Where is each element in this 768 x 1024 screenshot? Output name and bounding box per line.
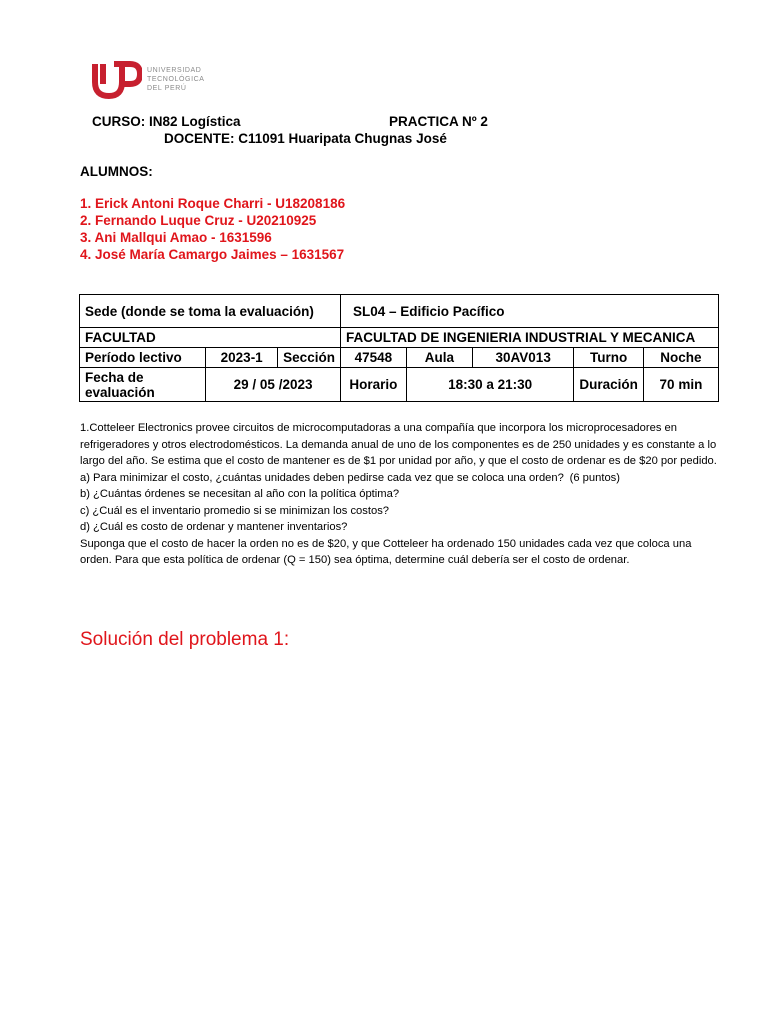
seccion-label: Sección bbox=[278, 348, 341, 368]
periodo-value: 2023-1 bbox=[206, 348, 278, 368]
sede-label: Sede (donde se toma la evaluación) bbox=[80, 295, 341, 328]
duracion-label: Duración bbox=[574, 368, 644, 402]
question-a: a) Para minimizar el costo, ¿cuántas unidades deben pedirse cada vez que se coloca una orden? bbox=[80, 471, 564, 484]
teacher-name: DOCENTE: C11091 Huaripata Chugnas José bbox=[164, 131, 447, 146]
facultad-value: FACULTAD DE INGENIERIA INDUSTRIAL Y MECANICA bbox=[340, 328, 718, 348]
solution-heading: Solución del problema 1: bbox=[80, 629, 290, 650]
exam-info-table bbox=[79, 294, 719, 402]
question-d: d) ¿Cuál es costo de ordenar y mantener inventarios? bbox=[80, 521, 348, 533]
question-b: b) ¿Cuántas órdenes se necesitan al año con la política óptima? bbox=[80, 488, 400, 500]
utp-logo bbox=[92, 60, 142, 102]
sede-value: SL04 – Edificio Pacífico bbox=[340, 295, 718, 328]
points-label: (6 puntos) bbox=[569, 471, 620, 484]
students-heading: ALUMNOS: bbox=[80, 164, 153, 179]
aula-value: 30AV013 bbox=[473, 348, 574, 368]
problem-text: 1.Cotteleer Electronics provee circuitos de microcomputadoras a una compañía que incorpora los microprocesadores en refrigeradores y otros electrodomésticos. La demanda anual de uno de los componentes es de 250 unidades y es constante a lo largo del año. Se estima que el costo de mantener es de $1 por unidad por año, y que el costo de ordenar es de $20 por pedido. (6 puntos) bbox=[80, 420, 720, 470]
logo-text: UNIVERSIDAD TECNOLÓGICA DEL PERÚ bbox=[147, 67, 205, 92]
student-item: 4. José María Camargo Jaimes – 1631567 bbox=[80, 247, 345, 262]
horario-value: 18:30 a 21:30 bbox=[406, 368, 574, 402]
turno-value: Noche bbox=[643, 348, 718, 368]
followup-question: Suponga que el costo de hacer la orden no es de $20, y que Cotteleer ha ordenado 150 unidades cada vez que coloca una orden. Para que esta política de ordenar (Q = 150) sea óptima, determine cuál debería ser el costo de ordenar. bbox=[80, 537, 692, 566]
horario-label: Horario bbox=[340, 368, 406, 402]
student-item: 2. Fernando Luque Cruz - U20210925 bbox=[80, 213, 317, 228]
periodo-label: Período lectivo bbox=[80, 348, 206, 368]
turno-label: Turno bbox=[574, 348, 644, 368]
practice-title: PRACTICA Nº 2 bbox=[389, 114, 488, 129]
seccion-value: 47548 bbox=[340, 348, 406, 368]
student-item: 1. Erick Antoni Roque Charri - U18208186 bbox=[80, 196, 346, 211]
students-list bbox=[80, 195, 345, 263]
fecha-label: Fecha de evaluación bbox=[80, 368, 206, 402]
student-item: 3. Ani Mallqui Amao - 1631596 bbox=[80, 230, 272, 245]
question-c: c) ¿Cuál es el inventario promedio si se minimizan los costos? bbox=[80, 504, 390, 517]
aula-label: Aula bbox=[406, 348, 472, 368]
problem-statement bbox=[80, 420, 720, 569]
course-title: CURSO: IN82 Logística bbox=[92, 114, 241, 129]
fecha-value: 29 / 05 /2023 bbox=[206, 368, 341, 402]
duracion-value: 70 min bbox=[643, 368, 718, 402]
facultad-label: FACULTAD bbox=[80, 328, 341, 348]
